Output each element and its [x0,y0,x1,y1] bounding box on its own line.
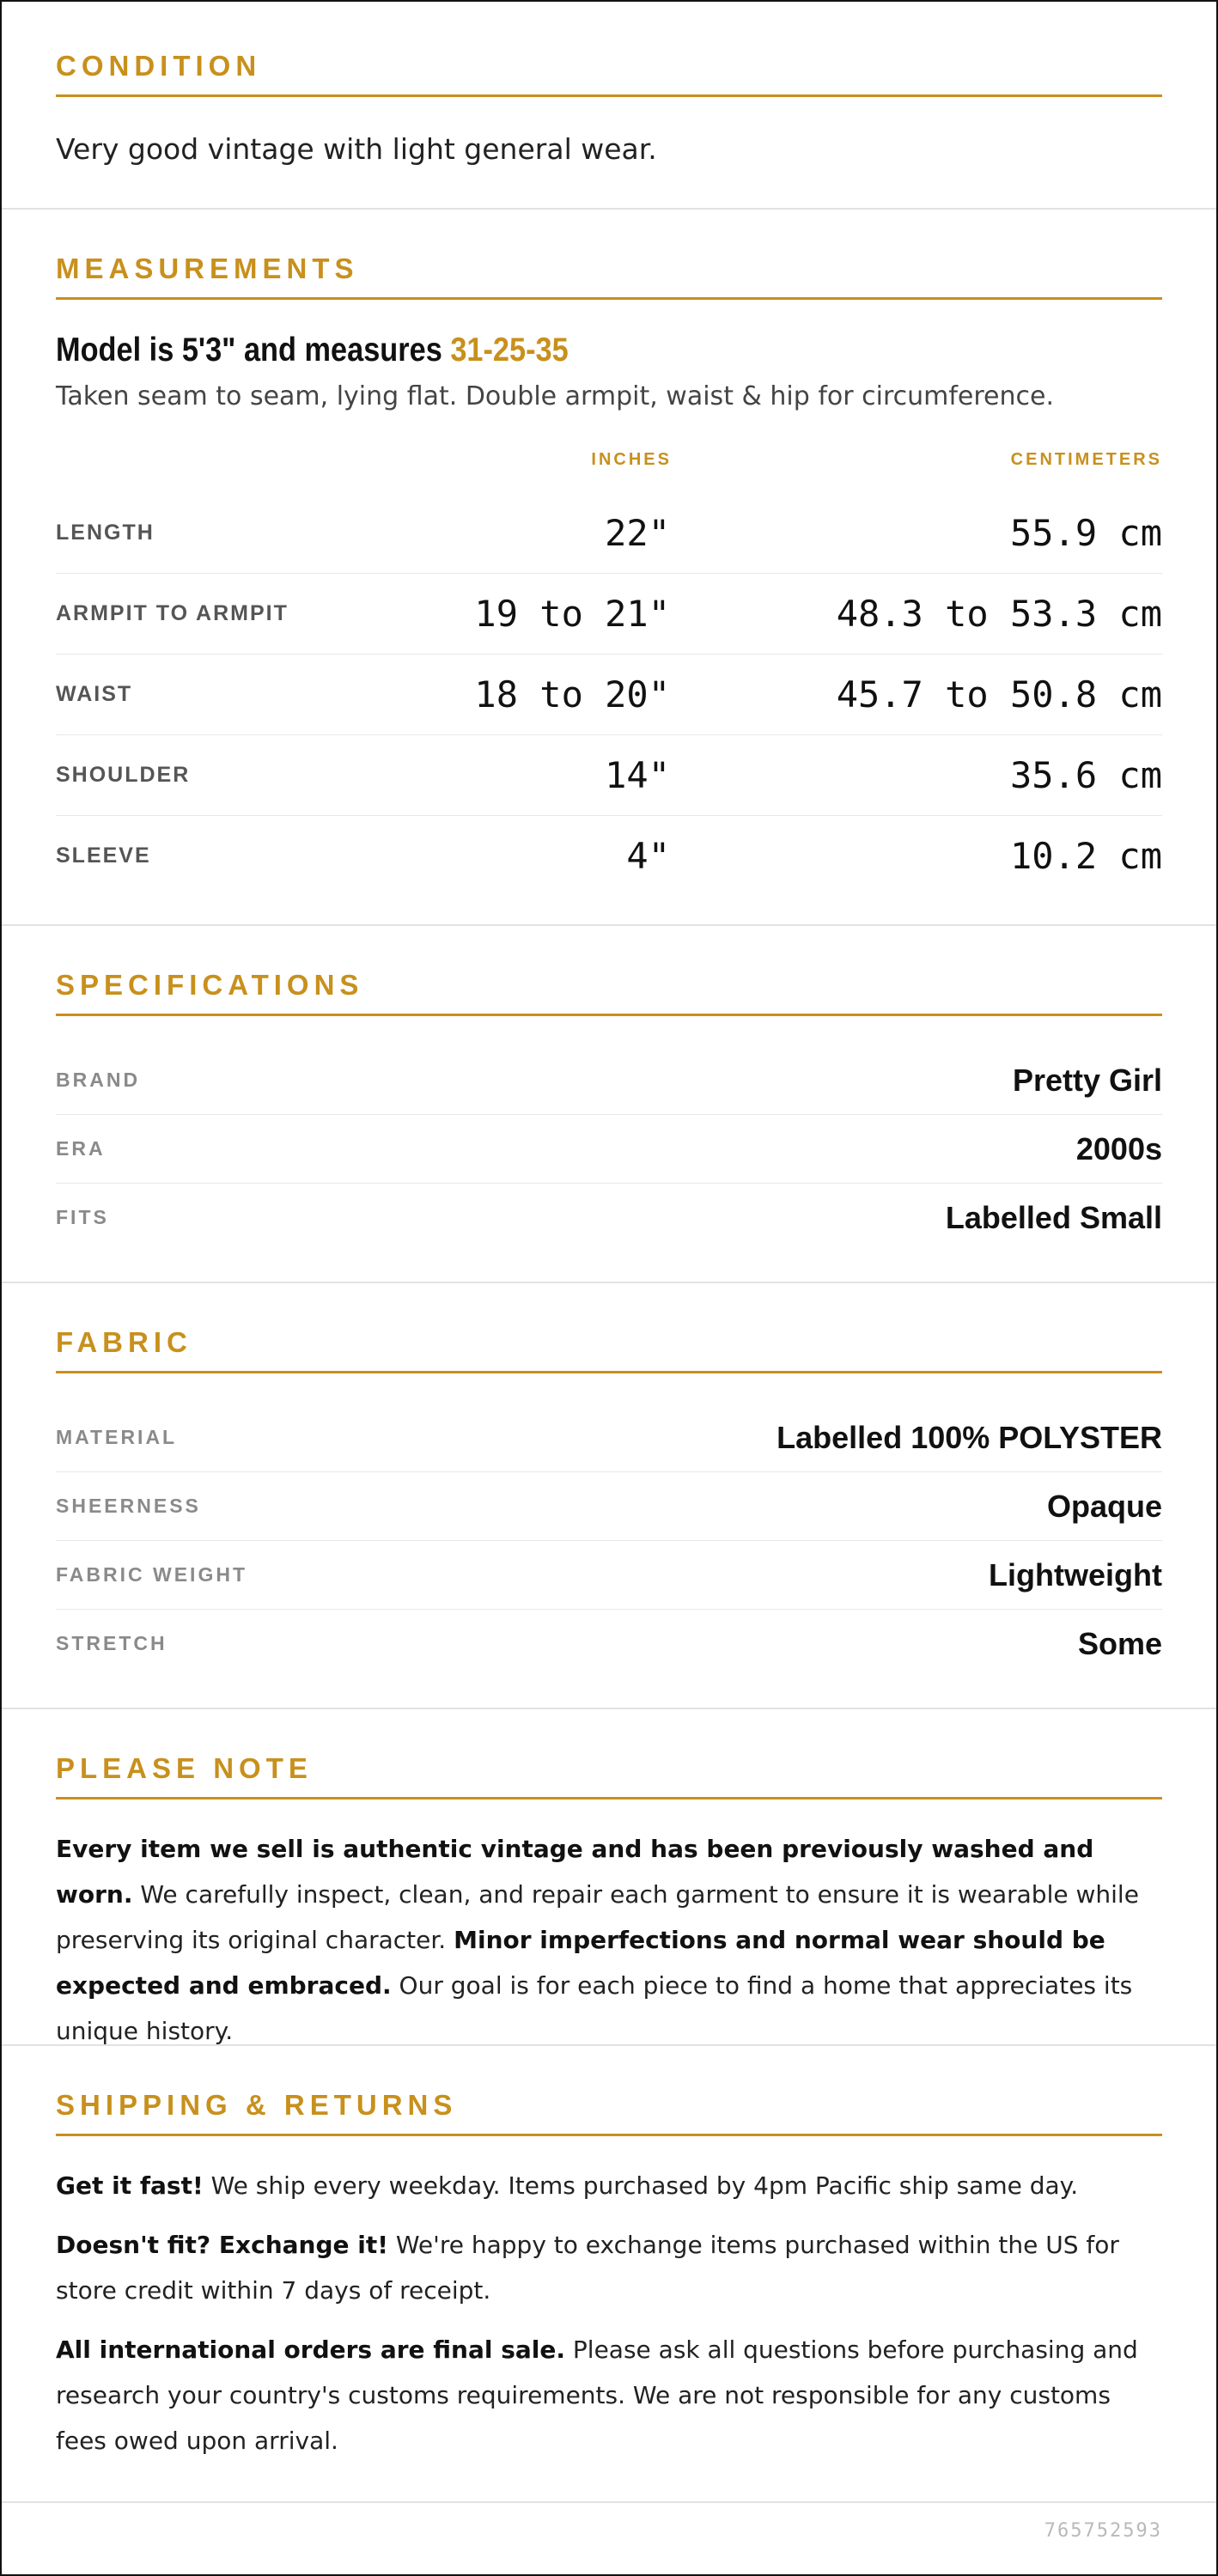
shipping-international-text: Please ask all questions before purchasing and research your country's customs requirements. We are not responsible for any customs fees owed upon arrival. [56,2335,1138,2455]
spec-row-era [56,1115,1162,1184]
measurement-label: WAIST [56,682,133,706]
fabric-label: SHEERNESS [56,1495,201,1517]
please-note-bold-2: Minor imperfections and normal wear should be expected and embraced. [56,1926,1105,2000]
spec-label: FITS [56,1206,109,1228]
measurement-centimeters: 10.2 cm [1009,835,1162,877]
fabric-value: Opaque [1046,1489,1162,1524]
measurement-centimeters: 45.7 to 50.8 cm [836,673,1162,716]
fabric-row-weight [56,1541,1162,1610]
please-note-heading: PLEASE NOTE [56,1752,1162,1800]
spec-row-brand [56,1046,1162,1115]
fabric-label: FABRIC WEIGHT [56,1563,247,1586]
measurements-heading: MEASUREMENTS [56,253,1162,300]
fabric-row-sheerness [56,1472,1162,1541]
model-measures: 31-25-35 [450,332,569,368]
please-note-text-1: We carefully inspect, clean, and repair each garment to ensure it is wearable while preserving its original character. [56,1880,1139,1954]
measurement-label: SLEEVE [56,843,151,868]
please-note-bold-1: Every item we sell is authentic vintage and has been previously washed and worn. [56,1835,1094,1909]
measurements-subtitle: Taken seam to seam, lying flat. Double armpit, waist & hip for circumference. [56,381,1055,411]
condition-section [2,2,1216,210]
condition-text: Very good vintage with light general wear. [56,132,657,166]
shipping-international-bold: All international orders are final sale. [56,2335,566,2364]
please-note-section [2,1709,1216,2046]
model-measurements [56,332,569,369]
measurement-row-shoulder [56,735,1162,816]
spec-label: BRAND [56,1069,141,1091]
spec-value: 2000s [1075,1131,1162,1166]
spec-value: Pretty Girl [1012,1063,1162,1098]
measurement-inches: 18 to 20" [474,673,670,716]
condition-heading: CONDITION [56,50,1162,97]
measurement-label: ARMPIT TO ARMPIT [56,601,289,625]
measurement-label: SHOULDER [56,763,191,787]
fabric-row-material [56,1404,1162,1472]
measurement-centimeters: 48.3 to 53.3 cm [836,593,1162,635]
fabric-label: MATERIAL [56,1426,178,1448]
measurement-label: LENGTH [56,521,155,545]
measurement-row-waist [56,655,1162,735]
shipping-fast-bold: Get it fast! [56,2171,204,2200]
measurement-inches: 19 to 21" [474,593,670,635]
column-header-centimeters: CENTIMETERS [1010,450,1162,469]
fabric-heading: FABRIC [56,1326,1162,1373]
fabric-row-stretch [56,1610,1162,1678]
shipping-heading: SHIPPING & RETURNS [56,2089,1162,2136]
measurement-inches: 14" [605,754,670,796]
measurement-inches: 4" [626,835,670,877]
shipping-paragraph-international [56,2327,1162,2463]
fabric-section [2,1283,1216,1709]
product-sku: 765752593 [1044,2520,1162,2542]
fabric-value: Some [1077,1626,1162,1661]
measurement-row-sleeve [56,816,1162,896]
measurement-inches: 22" [605,512,670,554]
column-header-inches: INCHES [591,450,672,469]
shipping-exchange-bold: Doesn't fit? Exchange it! [56,2231,388,2259]
spec-label: ERA [56,1137,106,1160]
fabric-value: Labelled 100% POLYSTER [776,1420,1162,1455]
shipping-returns-section [2,2046,1216,2503]
shipping-exchange-text: We're happy to exchange items purchased within the US for store credit within 7 days of receipt. [56,2231,1119,2305]
please-note-paragraph [56,1826,1162,2054]
shipping-paragraph-exchange [56,2222,1162,2313]
shipping-paragraph-fast [56,2163,1162,2208]
measurement-centimeters: 55.9 cm [1009,512,1162,554]
specifications-heading: SPECIFICATIONS [56,969,1162,1016]
measurement-centimeters: 35.6 cm [1009,754,1162,796]
fabric-value: Lightweight [989,1557,1162,1592]
measurement-row-length [56,493,1162,574]
specifications-section [2,926,1216,1283]
please-note-text-2: Our goal is for each piece to find a home that appreciates its unique history. [56,1971,1133,2045]
fabric-label: STRETCH [56,1632,167,1654]
measurements-section [2,210,1216,926]
spec-row-fits [56,1184,1162,1251]
measurement-row-armpit [56,574,1162,655]
model-prefix: Model is 5'3" and measures [56,332,451,368]
spec-value: Labelled Small [945,1200,1162,1235]
shipping-fast-text: We ship every weekday. Items purchased by 4pm Pacific ship same day. [203,2171,1079,2200]
